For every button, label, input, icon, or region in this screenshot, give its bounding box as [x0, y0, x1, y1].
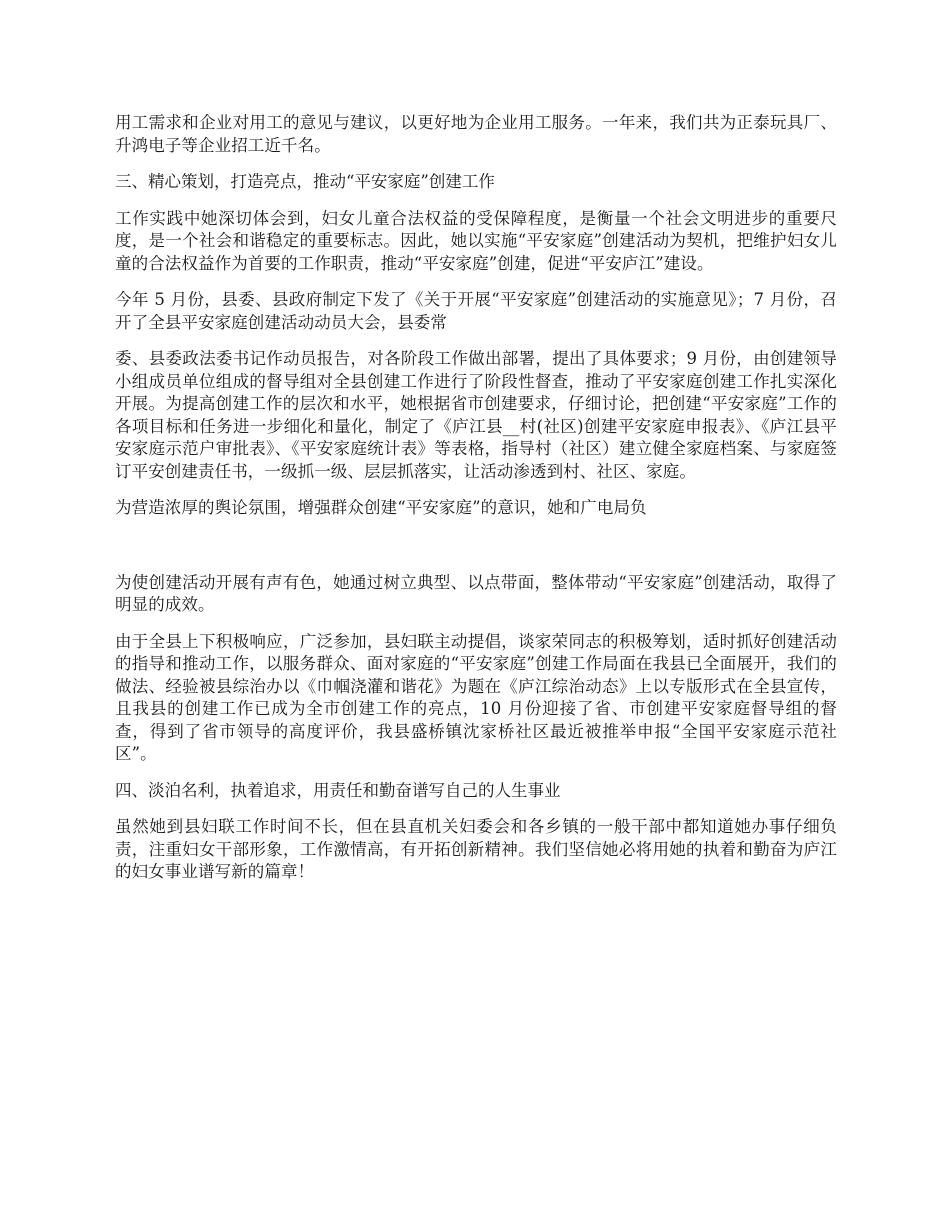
- section-heading-three: 三、精心策划，打造亮点，推动“平安家庭”创建工作: [115, 172, 495, 191]
- paragraph-deployment: 委、县委政法委书记作动员报告，对各阶段工作做出部署，提出了具体要求；9 月份，由创建领导小组成员单位组成的督导组对全县创建工作进行了阶段性督查，推动了平安家庭创建工作扎实深化开展。为提高创建工作的层次和水平，她根据省市创建要求，仔细讨论，把创建“平安家庭”工作的各项目标和任务进一步细化和量化，制定了《庐江县__村(社区)创建平安家庭申报表》、《庐江县平安家庭示范户审批表》、《平安家庭统计表》等表格，指导村（社区）建立健全家庭档案、与家庭签订平安创建责任书，一级抓一级、层层抓落实，让活动渗透到村、社区、家庭。: [115, 349, 837, 481]
- document-page: [115, 112, 837, 898]
- page-gap: [115, 534, 837, 572]
- paragraph-typical-examples: 为使创建活动开展有声有色，她通过树立典型、以点带面，整体带动“平安家庭”创建活动，取得了明显的成效。: [115, 572, 837, 614]
- paragraph-may-policy: 今年 5 月份，县委、县政府制定下发了《关于开展“平安家庭”创建活动的实施意见》；7 月份，召开了全县平安家庭创建活动动员大会，县委常: [115, 290, 837, 332]
- paragraph-public-opinion: 为营造浓厚的舆论氛围，增强群众创建“平安家庭”的意识，她和广电局负: [115, 498, 647, 517]
- paragraph-recruitment: 用工需求和企业对用工的意见与建议，以更好地为企业用工服务。一年来，我们共为正泰玩具厂、升鸿电子等企业招工近千名。: [115, 113, 837, 155]
- section-heading-four: 四、淡泊名利，执着追求，用责任和勤奋谱写自己的人生事业: [115, 780, 561, 800]
- paragraph-work-practice: 工作实践中她深切体会到，妇女儿童合法权益的受保障程度，是衡量一个社会文明进步的重要尺度，是一个社会和谐稳定的重要标志。因此，她以实施“平安家庭”创建活动为契机，把维护妇女儿童的合法权益作为首要的工作职责，推动“平安家庭”创建，促进“平安庐江”建设。: [115, 208, 837, 273]
- paragraph-achievements: 由于全县上下积极响应，广泛参加，县妇联主动提倡，谈家荣同志的积极筹划，适时抓好创建活动的指导和推动工作，以服务群众、面对家庭的“平安家庭”创建工作局面在我县已全面展开，我们的做法、经验被县综治办以《巾帼浇灌和谐花》为题在《庐江综治动态》上以专版形式在全县宣传，且我县的创建工作已成为全市创建工作的亮点，10 月份迎接了省、市创建平安家庭督导组的督查，得到了省市领导的高度评价，我县盛桥镇沈家桥社区最近被推举申报“全国平安家庭示范社区”。: [115, 631, 837, 763]
- paragraph-conclusion: 虽然她到县妇联工作时间不长，但在县直机关妇委会和各乡镇的一般干部中都知道她办事仔细负责，注重妇女干部形象，工作激情高，有开拓创新精神。我们坚信她必将用她的执着和勤奋为庐江的妇女事业谱写新的篇章！: [115, 817, 837, 881]
